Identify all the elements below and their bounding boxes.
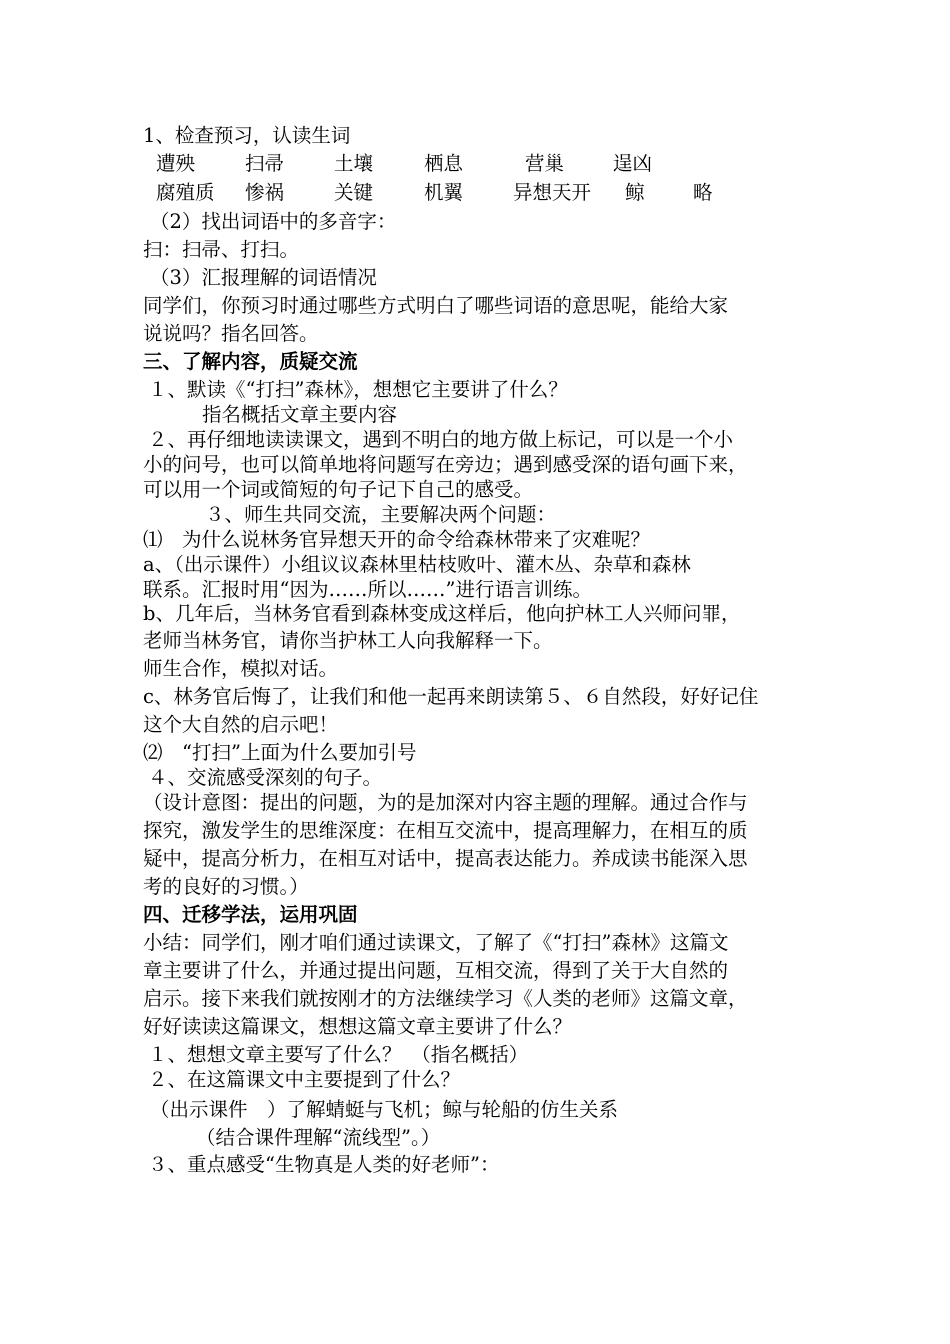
vocab-word: 惨祸 bbox=[245, 181, 285, 204]
paragraph: 师生合作，模拟对话。 bbox=[143, 657, 339, 680]
paragraph: 这个大自然的启示吧！ bbox=[143, 713, 339, 736]
vocab-word: 营巢 bbox=[525, 152, 565, 175]
paragraph: ２、再仔细地读读课文，遇到不明白的地方做上标记，可以是一个小 bbox=[148, 428, 734, 451]
paragraph: c、林务官后悔了，让我们和他一起再来朗读第５、６自然段，好好记住 bbox=[143, 685, 759, 708]
paragraph: ⑴ 为什么说林务官异想天开的命令给森林带来了灾难呢？ bbox=[143, 528, 651, 551]
paragraph: 小的问号，也可以简单地将问题写在旁边；遇到感受深的语句画下来， bbox=[143, 453, 748, 476]
paragraph: 说说吗？指名回答。 bbox=[143, 322, 319, 345]
paragraph: b、几年后，当林务官看到森林变成这样后，他向护林工人兴师问罪， bbox=[143, 602, 741, 625]
paragraph: ２、在这篇课文中主要提到了什么？ bbox=[148, 1068, 461, 1091]
paragraph: 章主要讲了什么，并通过提出问题，互相交流，得到了关于大自然的 bbox=[143, 959, 729, 982]
paragraph: 小结：同学们，刚才咱们通过读课文，了解了《“打扫”森林》这篇文 bbox=[143, 931, 729, 954]
paragraph: １、默读《“打扫”森林》，想想它主要讲了什么？ bbox=[148, 378, 568, 401]
paragraph: （结合课件理解“流线型”。） bbox=[196, 1126, 441, 1149]
paragraph: 可以用一个词或简短的句子记下自己的感受。 bbox=[143, 478, 534, 501]
vocab-word: 略 bbox=[693, 181, 713, 204]
section-heading-4: 四、迁移学法，运用巩固 bbox=[143, 903, 358, 926]
paragraph: （3）汇报理解的词语情况 bbox=[150, 266, 377, 289]
paragraph: 扫：扫帚、打扫。 bbox=[143, 238, 300, 261]
section-heading-3: 三、了解内容，质疑交流 bbox=[143, 350, 358, 373]
vocab-word: 遭殃 bbox=[156, 152, 196, 175]
paragraph: ⑵ “打扫”上面为什么要加引号 bbox=[143, 741, 417, 764]
vocab-word: 机翼 bbox=[424, 181, 464, 204]
paragraph: ４、交流感受深刻的句子。 bbox=[148, 766, 383, 789]
vocab-word: 土壤 bbox=[334, 152, 374, 175]
paragraph: 同学们，你预习时通过哪些方式明白了哪些词语的意思呢，能给大家 bbox=[143, 294, 729, 317]
paragraph: （2）找出词语中的多音字： bbox=[150, 210, 397, 233]
paragraph: 指名概括文章主要内容 bbox=[202, 403, 398, 426]
vocab-word: 腐殖质 bbox=[156, 181, 215, 204]
paragraph: 探究，激发学生的思维深度：在相互交流中，提高理解力，在相互的质 bbox=[143, 819, 748, 842]
paragraph: ３、师生共同交流，主要解决两个问题： bbox=[205, 503, 557, 526]
vocab-word: 异想天开 bbox=[513, 181, 592, 204]
paragraph: 疑中，提高分析力，在相互对话中，提高表达能力。养成读书能深入思 bbox=[143, 847, 748, 870]
paragraph: 好好读读这篇课文，想想这篇文章主要讲了什么？ bbox=[143, 1015, 573, 1038]
vocab-word: 鲸 bbox=[625, 181, 645, 204]
paragraph: １、想想文章主要写了什么？ （指名概括） bbox=[148, 1043, 529, 1066]
vocab-word: 扫帚 bbox=[245, 152, 285, 175]
paragraph: a、（出示课件）小组议议森林里枯枝败叶、灌木丛、杂草和森林 bbox=[143, 553, 691, 576]
paragraph: 启示。接下来我们就按刚才的方法继续学习《人类的老师》这篇文章， bbox=[143, 987, 748, 1010]
paragraph: ３、重点感受“生物真是人类的好老师”： bbox=[148, 1153, 500, 1176]
vocab-word: 栖息 bbox=[424, 152, 464, 175]
paragraph: （设计意图：提出的问题，为的是加深对内容主题的理解。通过合作与 bbox=[143, 791, 748, 814]
paragraph: 老师当林务官，请你当护林工人向我解释一下。 bbox=[143, 629, 553, 652]
vocab-word: 关键 bbox=[334, 181, 374, 204]
paragraph: （出示课件 ）了解蜻蜓与飞机；鲸与轮船的仿生关系 bbox=[150, 1098, 619, 1121]
vocab-word: 逞凶 bbox=[613, 152, 653, 175]
paragraph: 考的良好的习惯。） bbox=[143, 875, 309, 898]
paragraph: 联系。汇报时用“因为……所以……”进行语言训练。 bbox=[143, 578, 592, 601]
section-item-check-preview: 1、检查预习，认读生词 bbox=[143, 124, 351, 147]
